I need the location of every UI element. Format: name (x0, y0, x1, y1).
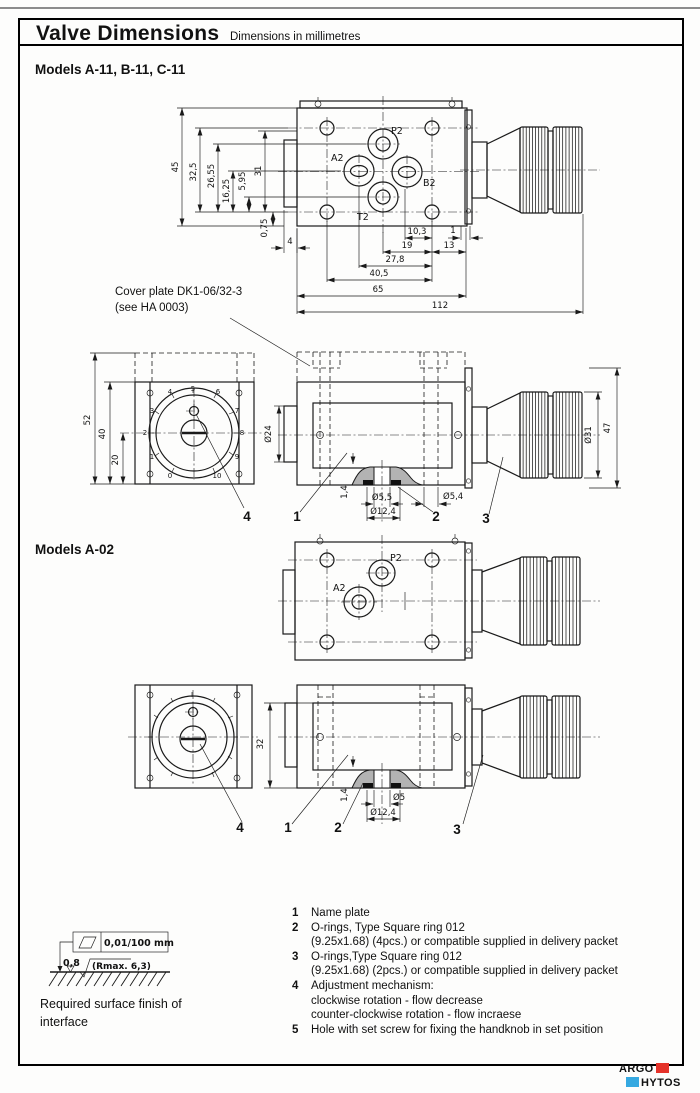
callout-4: 4 (243, 509, 251, 524)
svg-text:4: 4 (167, 388, 173, 396)
note-item-2 (292, 921, 670, 950)
scan-edge-line (0, 7, 700, 9)
surface-finish-figure (30, 925, 240, 995)
cover-strip (300, 101, 462, 108)
dim-d12-4: Ø12,4 (370, 507, 396, 517)
callout-3: 3 (482, 511, 490, 526)
dim-1: 1 (450, 226, 456, 236)
dim-26-55: 26,55 (207, 163, 217, 189)
hatching (49, 972, 166, 986)
note-line: Name plate (311, 907, 370, 919)
dim-16-25: 16,25 (222, 178, 232, 204)
note-line: (9.25x1.68) (2pcs.) or compatible supplied in delivery packet (311, 965, 618, 978)
svg-text:9: 9 (234, 453, 240, 461)
surface-finish-caption (40, 996, 260, 1031)
dim-112: 112 (431, 301, 449, 311)
dim-40-5: 40,5 (369, 269, 389, 279)
a11-drawing (0, 90, 700, 530)
a02-top-view (278, 534, 600, 660)
dim-d24: Ø24 (264, 425, 274, 443)
dim-10-3: 10,3 (407, 227, 427, 237)
note-item-3 (292, 950, 670, 979)
svg-text:0: 0 (167, 472, 173, 480)
port-label-p2: P2 (390, 553, 402, 564)
caption-line: Required surface finish of (40, 997, 182, 1011)
dim-20: 20 (111, 454, 121, 466)
section-heading-a11: Models A-11, B-11, C-11 (35, 62, 186, 77)
note-line: Adjustment mechanism: (311, 979, 434, 992)
ports (320, 121, 439, 219)
dim-d12-4: Ø12,4 (370, 808, 396, 818)
name-plate (313, 703, 452, 770)
svg-text:10: 10 (212, 472, 222, 480)
cover-plate-note-line1: Cover plate DK1-06/32-3 (115, 286, 243, 298)
rmax-value: (Rmax. 6,3) (92, 962, 151, 972)
dim-32: 32 (256, 738, 266, 750)
svg-text:2: 2 (142, 429, 148, 437)
roughness-value: 0,8 (63, 958, 80, 969)
notes-list (292, 906, 670, 1037)
dim-19: 19 (401, 241, 413, 251)
oring-mark-right (391, 480, 401, 485)
logo-blue-square (626, 1077, 639, 1087)
dim-27-8: 27,8 (385, 255, 405, 265)
note-number: 5 (292, 1023, 299, 1036)
dim-47: 47 (603, 422, 613, 434)
svg-text:6: 6 (215, 388, 221, 396)
dim-13: 13 (443, 241, 455, 251)
dim-1-4: 1,4 (340, 485, 350, 499)
port-label-b2: B2 (423, 178, 436, 189)
flatness-value: 0,01/100 mm (104, 938, 174, 949)
valve-body (297, 108, 467, 226)
cover-plate-note-line2: (see HA 0003) (115, 302, 189, 314)
note-item-4 (292, 979, 670, 1023)
note-line: O-rings,Type Square ring 012 (311, 950, 462, 963)
callout-4: 4 (236, 820, 244, 835)
port-label-a2: A2 (333, 583, 346, 594)
port-label-a2: A2 (331, 153, 344, 164)
svg-text:7: 7 (234, 407, 240, 415)
a02-front-view (128, 685, 258, 835)
name-plate (313, 403, 452, 468)
dim-d31: Ø31 (584, 426, 594, 444)
leader-4 (196, 414, 244, 508)
flatness-icon (79, 937, 96, 948)
dim-d5-5: Ø5,5 (371, 493, 393, 503)
dim-52: 52 (83, 414, 93, 426)
note-number: 1 (292, 907, 299, 919)
dim-31: 31 (254, 165, 264, 177)
logo-hytos-text: HYTOS (641, 1077, 681, 1089)
dim-1-4: 1,4 (340, 788, 350, 802)
a11-side-view (263, 352, 621, 526)
section-heading-a02: Models A-02 (35, 542, 115, 557)
page-title: Valve Dimensions (36, 22, 220, 45)
note-line: clockwise rotation - flow decrease (311, 994, 483, 1007)
note-number: 2 (292, 921, 299, 934)
port-label-p2: P2 (391, 126, 403, 137)
argo-hytos-logo (619, 1062, 689, 1090)
oring-mark-left (363, 480, 373, 485)
a02-side-view (256, 685, 600, 837)
oring-mark-right (391, 783, 401, 788)
svg-text:5: 5 (190, 385, 196, 393)
leader-arrow (58, 966, 63, 972)
page-subtitle: Dimensions in millimetres (230, 31, 361, 43)
a11-front-view (83, 353, 262, 524)
dim-65: 65 (372, 285, 384, 295)
logo-red-square (656, 1063, 669, 1073)
callout-3: 3 (453, 822, 461, 837)
note-line: (9.25x1.68) (4pcs.) or compatible supplied in delivery packet (311, 936, 618, 949)
dim-d5: Ø5 (393, 793, 406, 803)
handknob-side (465, 368, 582, 488)
note-item-5 (292, 1023, 670, 1038)
svg-text:3: 3 (149, 407, 155, 415)
dim-32-5: 32,5 (189, 162, 199, 182)
oring-mark-left (363, 783, 373, 788)
dim-5-95: 5,95 (238, 171, 248, 191)
a02-drawing (0, 535, 700, 845)
dim-40: 40 (98, 428, 108, 440)
callout-1: 1 (293, 509, 301, 524)
note-item-1 (292, 906, 670, 921)
callout-1: 1 (284, 820, 292, 835)
leader-1 (300, 453, 347, 512)
a11-top-view (171, 96, 600, 314)
svg-text:8: 8 (239, 429, 245, 437)
logo-argo-text: ARGO (619, 1063, 654, 1075)
dim-45: 45 (171, 161, 181, 173)
cover-plate-leader (230, 318, 310, 366)
svg-text:1: 1 (149, 453, 155, 461)
note-line: Hole with set screw for fixing the handknob in set position (311, 1023, 604, 1036)
note-number: 3 (292, 950, 299, 963)
dim-4: 4 (287, 237, 293, 247)
port-label-t2: T2 (357, 212, 369, 223)
callout-2: 2 (432, 509, 440, 524)
leader-2 (398, 487, 433, 512)
note-line: counter-clockwise rotation - flow incraese (311, 1009, 522, 1022)
note-line: O-rings, Type Square ring 012 (311, 921, 465, 934)
callout-2: 2 (334, 820, 342, 835)
caption-line: interface (40, 1014, 88, 1029)
note-number: 4 (292, 979, 299, 992)
dim-d5-4: Ø5,4 (443, 492, 464, 502)
dim-0-75: 0,75 (260, 218, 270, 238)
